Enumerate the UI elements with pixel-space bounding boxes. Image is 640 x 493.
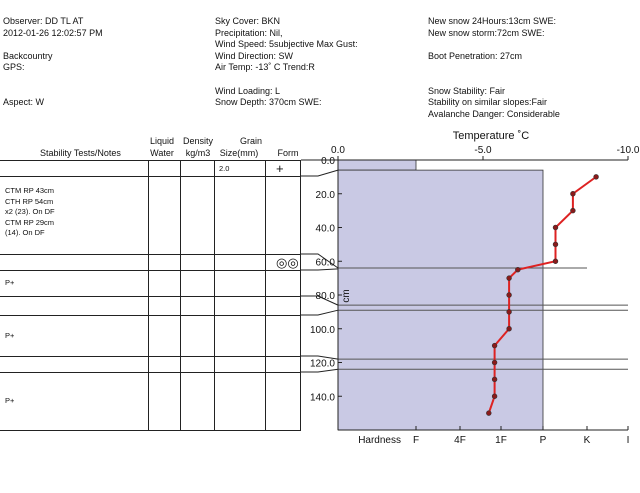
hardness-tick-label: I xyxy=(626,435,630,446)
layer-connector-line xyxy=(301,369,338,372)
form-header: Form xyxy=(277,148,299,158)
temperature-point xyxy=(492,360,497,365)
stability-note: CTM RP 29cm xyxy=(5,217,55,227)
temperature-point xyxy=(553,259,558,264)
header-boot-pen: Boot Penetration: 27cm xyxy=(428,50,523,61)
depth-tick-label: 40.0 xyxy=(315,223,335,235)
hardness-tick-label: K xyxy=(583,435,591,446)
depth-axis-label: cm xyxy=(341,289,352,303)
stability-note: CTM RP 43cm xyxy=(5,186,55,195)
header-observer: Observer: DD TL AT xyxy=(3,16,84,26)
header-gps: GPS: xyxy=(3,62,25,73)
depth-tick-label: 100.0 xyxy=(309,324,335,336)
stability-note: P+ xyxy=(5,396,15,405)
temperature-point xyxy=(507,309,512,314)
depth-tick-label: 80.0 xyxy=(315,291,335,302)
liquid-label: Liquid xyxy=(149,136,175,146)
temperature-point xyxy=(571,208,576,213)
depth-tick-label: 60.0 xyxy=(315,257,335,269)
header-snow-stability: Snow Stability: Fair xyxy=(428,85,506,96)
hardness-bar xyxy=(338,160,416,170)
header-wind-dir: Wind Direction: SW xyxy=(215,50,294,61)
stability-note: P+ xyxy=(5,330,15,340)
hardness-tick-label: P xyxy=(539,435,547,446)
grain-form-newsnow-icon: + xyxy=(276,161,284,176)
grain-form-melt-icon: ◎◎ xyxy=(276,255,299,270)
hardness-tick-label: 1F xyxy=(495,435,507,446)
grain-size-unit-label: Size(mm) xyxy=(219,148,259,158)
chart-title: Temperature ˚C xyxy=(452,130,530,142)
header-stability-similar: Stability on similar slopes:Fair xyxy=(428,97,548,108)
stability-tests-header: Stability Tests/Notes xyxy=(40,148,121,158)
header-sky: Sky Cover: BKN xyxy=(215,16,281,26)
hardness-axis-label: Hardness xyxy=(358,435,401,446)
stability-note: x2 (23). On DF xyxy=(5,207,55,216)
depth-tick-label: 0.0 xyxy=(321,156,335,167)
temperature-tick-label: 0.0 xyxy=(331,145,345,156)
density-label: Density xyxy=(182,136,213,146)
grain-size-value: 2.0 xyxy=(219,164,230,173)
temperature-point xyxy=(507,293,512,298)
temperature-point xyxy=(571,191,576,196)
header-snow-depth: Snow Depth: 370cm SWE: xyxy=(215,97,322,108)
header-wind-loading: Wind Loading: L xyxy=(215,85,281,96)
header-aspect: Aspect: W xyxy=(3,97,45,108)
temperature-point xyxy=(507,326,512,331)
temperature-point xyxy=(492,377,497,382)
stability-note: (14). On DF xyxy=(5,228,45,237)
header-datetime: 2012-01-26 12:02:57 PM xyxy=(3,27,103,38)
density-unit-label: kg/m3 xyxy=(185,148,211,158)
depth-tick-label: 20.0 xyxy=(315,189,335,201)
temperature-point xyxy=(594,174,599,179)
header-air-temp: Air Temp: -13˚ C Trend:R xyxy=(215,62,315,73)
temperature-point xyxy=(553,225,558,230)
layer-connector-line xyxy=(301,170,338,176)
water-label: Water xyxy=(150,148,174,158)
header-avalanche-danger: Avalanche Danger: Considerable xyxy=(428,108,560,119)
header-wind-speed: Wind Speed: 5subjective Max Gust: xyxy=(215,39,358,50)
hardness-tick-label: F xyxy=(412,435,420,446)
depth-tick-label: 140.0 xyxy=(309,392,335,404)
temperature-tick-label: -5.0 xyxy=(474,145,492,156)
temperature-point xyxy=(515,267,520,272)
hardness-tick-label: 4F xyxy=(454,435,466,446)
layer-connector-line xyxy=(301,310,338,315)
header-area: Backcountry xyxy=(3,50,53,61)
stability-note: P+ xyxy=(5,278,15,287)
temperature-point xyxy=(553,242,558,247)
stability-note: CTH RP 54cm xyxy=(5,196,54,206)
depth-tick-label: 120.0 xyxy=(309,358,335,370)
temperature-tick-label: -10.0 xyxy=(616,145,640,156)
temperature-point xyxy=(486,411,491,416)
temperature-point xyxy=(492,394,497,399)
header-newstorm: New snow storm:72cm SWE: xyxy=(428,27,545,38)
layer-connector-line xyxy=(301,269,338,270)
header-new24: New snow 24Hours:13cm SWE: xyxy=(428,16,557,26)
temperature-point xyxy=(492,343,497,348)
hardness-bar xyxy=(338,170,543,430)
grain-label: Grain xyxy=(239,136,262,146)
temperature-point xyxy=(507,276,512,281)
header-precip: Precipitation: Nil, xyxy=(215,27,283,38)
